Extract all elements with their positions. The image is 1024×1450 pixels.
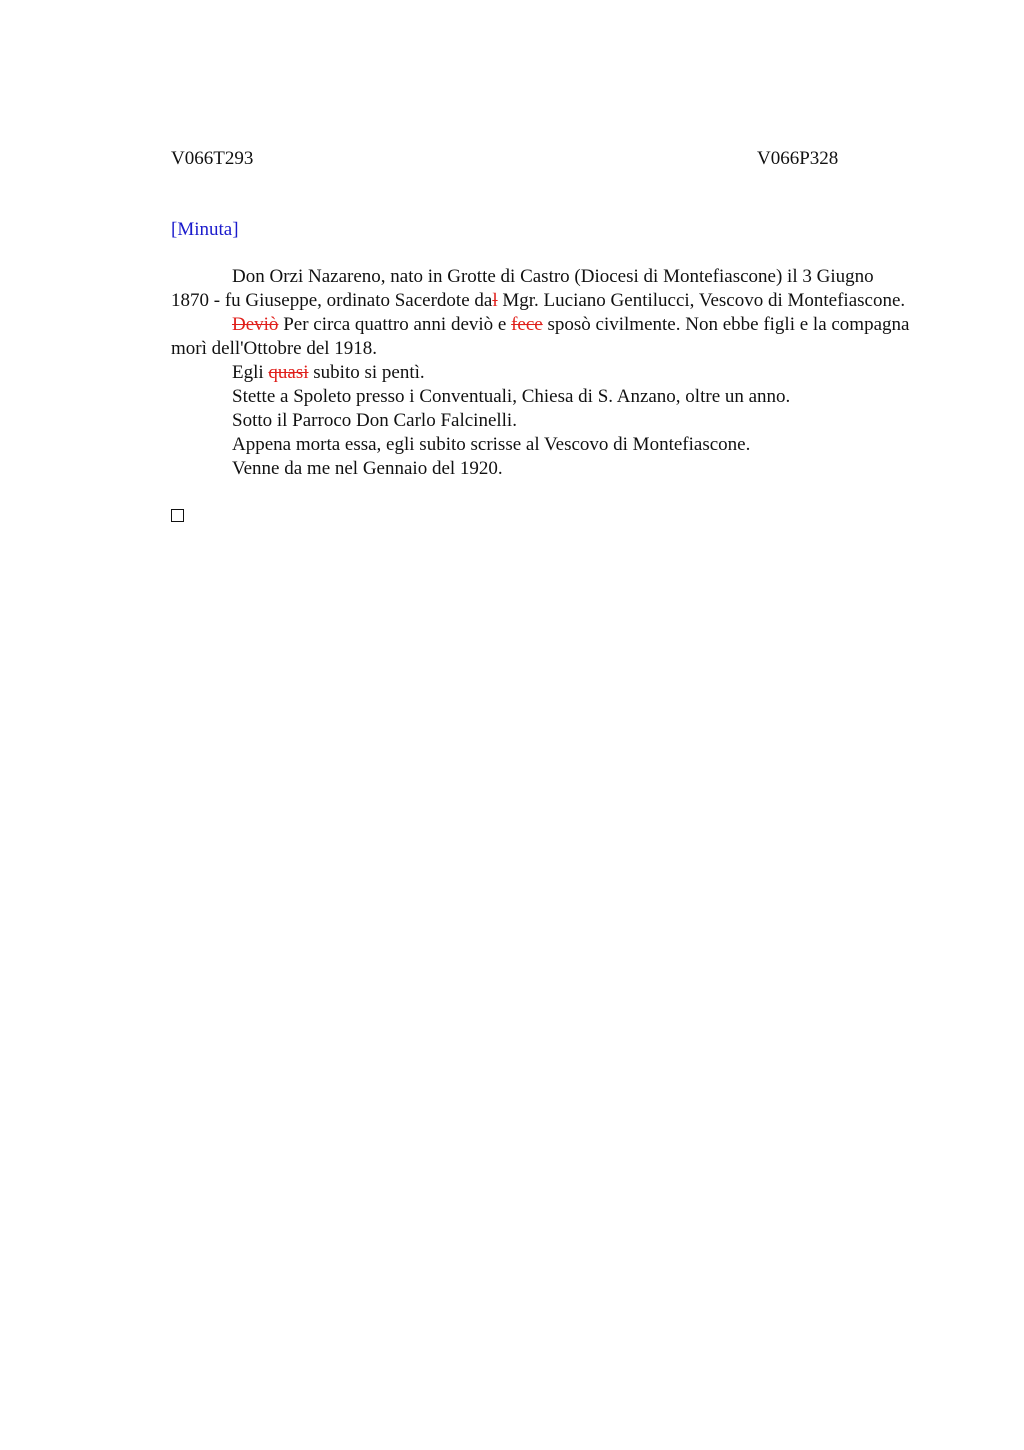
paragraph-2-text-b: sposò civilmente. Non ebbe figli e la compagna morì dell'Ottobre del 1918. [171,314,910,359]
document-header [171,145,911,173]
letter-body [171,265,911,481]
paragraph-1-text-a: Don Orzi Nazareno, nato in Grotte di Castro (Diocesi di Montefiascone) il 3 Giugno 1870 - fu Giuseppe, ordinato Sacerdote da [171,266,874,311]
paragraph-3-text-a: Egli [232,362,269,383]
paragraph-6: Appena morta essa, egli subito scrisse al Vescovo di Montefiascone. [232,434,751,455]
empty-box-icon [171,509,184,522]
minuta-label: [Minuta] [171,219,239,240]
deleted-text: fece [511,314,543,335]
paragraph-4: Stette a Spoleto presso i Conventuali, Chiesa di S. Anzano, oltre un anno. [232,386,791,407]
paragraph-7: Venne da me nel Gennaio del 1920. [232,458,503,479]
deleted-text: Deviò [232,314,279,335]
document-code-right: V066P328 [757,148,839,169]
paragraph-1-text-b: Mgr. Luciano Gentilucci, Vescovo di Montefiascone. [497,290,906,311]
paragraph-5: Sotto il Parroco Don Carlo Falcinelli. [232,410,517,431]
paragraph-3-text-b: subito si pentì. [308,362,425,383]
paragraph-2 [171,313,911,361]
document-code-left: V066T293 [171,148,254,169]
paragraph-1 [171,265,911,313]
paragraph-3 [171,361,911,385]
deleted-text: quasi [268,362,309,383]
document-page [171,145,911,522]
paragraph-2-text-a: Per circa quattro anni deviò e [278,314,512,335]
deleted-text: l [492,290,498,311]
